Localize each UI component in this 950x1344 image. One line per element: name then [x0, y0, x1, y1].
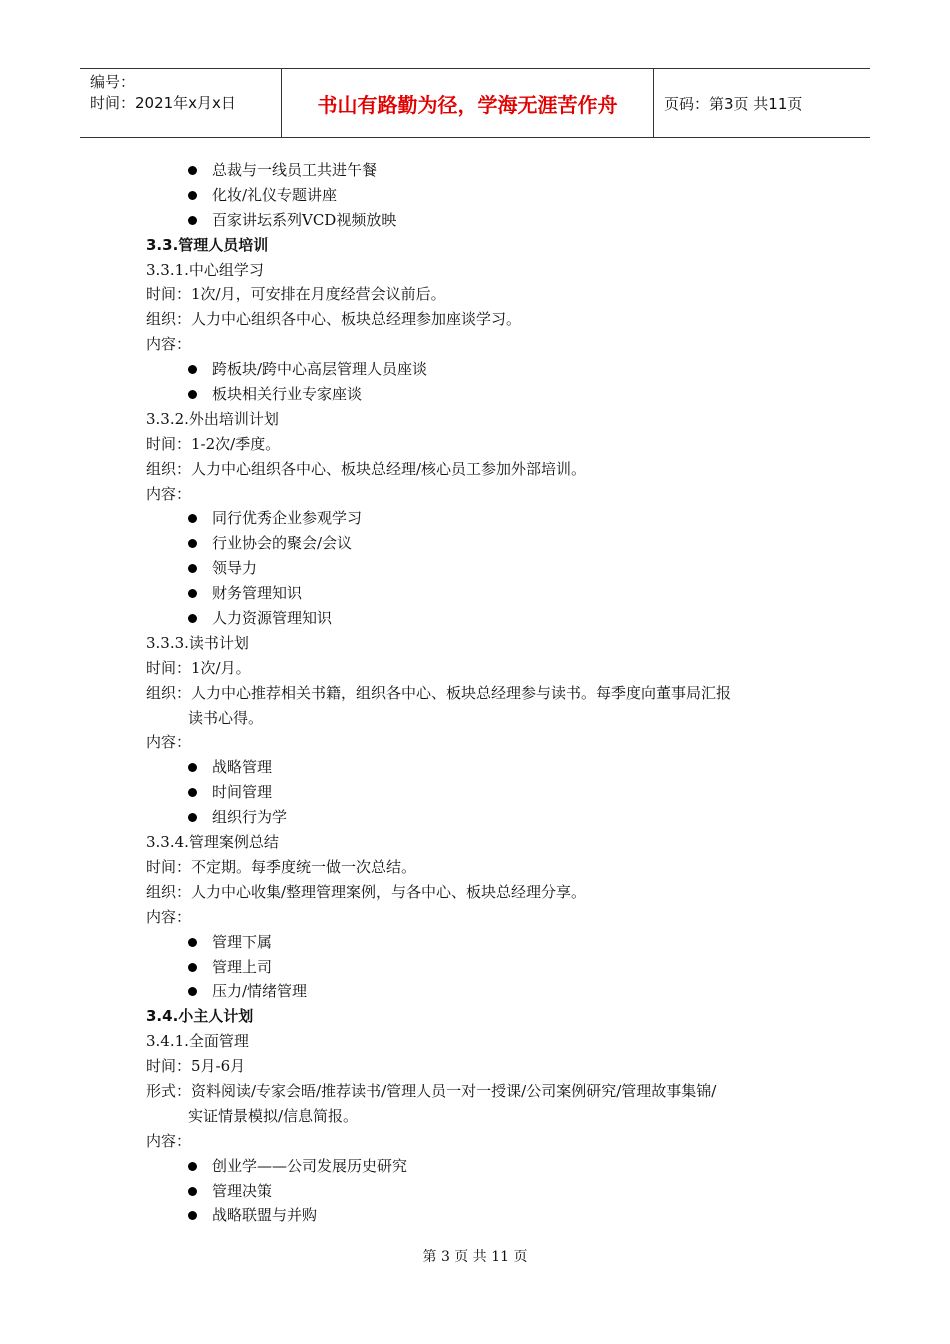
bullet-item [146, 979, 826, 1004]
bullet-item [146, 755, 826, 780]
bullet-dot-icon [188, 166, 197, 175]
paragraph-line: 时间：1-2次/季度。 [146, 434, 281, 453]
bullet-dot-icon [188, 564, 197, 573]
bullet-item [146, 1203, 826, 1228]
bullet-dot-icon [188, 365, 197, 374]
section-heading: 3.3.管理人员培训 [146, 235, 269, 254]
bullet-text: 化妆/礼仪专题讲座 [212, 185, 338, 204]
bullet-dot-icon [188, 987, 197, 996]
bullet-dot-icon [188, 614, 197, 623]
bullet-dot-icon [188, 191, 197, 200]
bullet-text: 板块相关行业专家座谈 [212, 385, 363, 404]
bullet-text: 人力资源管理知识 [212, 609, 333, 628]
paragraph-line: 组织：人力中心收集/整理管理案例，与各中心、板块总经理分享。 [146, 882, 587, 901]
bullet-dot-icon [188, 1211, 197, 1220]
bullet-item [146, 1179, 826, 1204]
bullet-text: 压力/情绪管理 [212, 982, 308, 1001]
document-number-label: 编号： [90, 73, 136, 91]
paragraph-line: 形式：资料阅读/专家会晤/推荐读书/管理人员一对一授课/公司案例研究/管理故事集锦/ [146, 1081, 717, 1100]
bullet-item [146, 357, 826, 382]
paragraph-line: 组织：人力中心组织各中心、板块总经理/核心员工参加外部培训。 [146, 459, 587, 478]
bullet-item [146, 208, 826, 233]
bullet-item [146, 955, 826, 980]
bullet-item [146, 158, 826, 183]
bullet-item [146, 183, 826, 208]
bullet-text: 管理上司 [212, 957, 273, 976]
bullet-item [146, 780, 826, 805]
header-info-cell [80, 69, 282, 137]
paragraph-line: 3.3.4.管理案例总结 [146, 833, 279, 852]
header-motto: 书山有路勤为径，学海无涯苦作舟 [282, 69, 654, 137]
bullet-text: 跨板块/跨中心高层管理人员座谈 [212, 360, 428, 379]
bullet-dot-icon [188, 539, 197, 548]
bullet-item [146, 581, 826, 606]
bullet-item [146, 805, 826, 830]
paragraph-line: 3.3.2.外出培训计划 [146, 409, 279, 428]
header-page-number: 页码：第3页 共11页 [664, 94, 803, 113]
paragraph-line: 时间：1次/月。 [146, 658, 251, 677]
bullet-text: 行业协会的聚会/会议 [212, 534, 353, 553]
bullet-dot-icon [188, 763, 197, 772]
paragraph-line: 内容： [146, 335, 192, 354]
paragraph-line: 组织：人力中心组织各中心、板块总经理参加座谈学习。 [146, 310, 522, 329]
bullet-dot-icon [188, 1187, 197, 1196]
document-date-label: 时间：2021年x月x日 [90, 94, 236, 112]
bullet-dot-icon [188, 589, 197, 598]
document-body [146, 158, 826, 1228]
bullet-dot-icon [188, 813, 197, 822]
bullet-text: 创业学——公司发展历史研究 [212, 1156, 408, 1175]
bullet-text: 百家讲坛系列VCD视频放映 [212, 210, 397, 229]
paragraph-line: 时间：1次/月，可安排在月度经营会议前后。 [146, 285, 446, 304]
bullet-text: 战略联盟与并购 [212, 1206, 318, 1225]
bullet-item [146, 606, 826, 631]
page-header [80, 68, 870, 138]
bullet-dot-icon [188, 514, 197, 523]
paragraph-line: 内容： [146, 484, 192, 503]
bullet-dot-icon [188, 938, 197, 947]
bullet-text: 时间管理 [212, 783, 273, 802]
bullet-dot-icon [188, 216, 197, 225]
paragraph-line: 3.4.1.全面管理 [146, 1032, 249, 1051]
bullet-dot-icon [188, 390, 197, 399]
bullet-dot-icon [188, 963, 197, 972]
bullet-item [146, 1154, 826, 1179]
paragraph-line: 内容： [146, 733, 192, 752]
bullet-item [146, 930, 826, 955]
paragraph-continuation: 读书心得。 [188, 708, 264, 727]
bullet-dot-icon [188, 788, 197, 797]
bullet-text: 财务管理知识 [212, 584, 303, 603]
bullet-item [146, 506, 826, 531]
paragraph-line: 时间：不定期。每季度统一做一次总结。 [146, 857, 417, 876]
paragraph-line: 内容： [146, 907, 192, 926]
bullet-item [146, 382, 826, 407]
section-heading: 3.4.小主人计划 [146, 1007, 254, 1026]
paragraph-line: 组织：人力中心推荐相关书籍，组织各中心、板块总经理参与读书。每季度向董事局汇报 [146, 683, 732, 702]
bullet-text: 领导力 [212, 559, 258, 578]
paragraph-continuation: 实证情景模拟/信息简报。 [188, 1106, 359, 1125]
bullet-text: 战略管理 [212, 758, 273, 777]
page-footer: 第 3 页 共 11 页 [422, 1249, 528, 1265]
bullet-text: 组织行为学 [212, 808, 288, 827]
paragraph-line: 3.3.3.读书计划 [146, 633, 249, 652]
bullet-text: 总裁与一线员工共进午餐 [212, 161, 378, 179]
bullet-dot-icon [188, 1162, 197, 1171]
paragraph-line: 内容： [146, 1131, 192, 1150]
bullet-text: 同行优秀企业参观学习 [212, 509, 363, 528]
paragraph-line: 3.3.1.中心组学习 [146, 260, 264, 279]
bullet-text: 管理决策 [212, 1181, 273, 1200]
bullet-text: 管理下属 [212, 932, 273, 951]
bullet-item [146, 531, 826, 556]
paragraph-line: 时间：5月-6月 [146, 1057, 246, 1076]
bullet-item [146, 556, 826, 581]
